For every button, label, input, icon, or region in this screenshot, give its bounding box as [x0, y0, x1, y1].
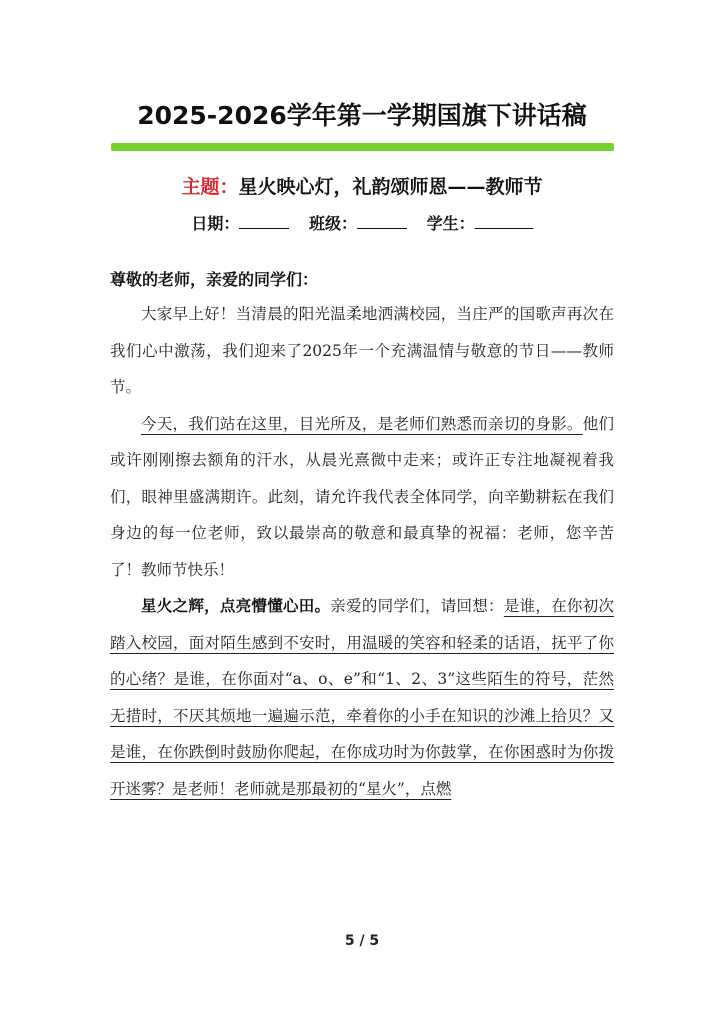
speech-body: [110, 296, 614, 807]
page-number: 5 / 5: [344, 933, 380, 949]
subtitle-text: 星火映心灯，礼韵颂师恩——教师节: [238, 176, 543, 198]
paragraph-2-rest: 他们或许刚刚擦去额角的汗水，从晨光熹微中走来；或许正专注地凝视着我们，眼神里盛满期许。此刻，请允许我代表全体同学，向辛勤耕耘在我们身边的每一位老师，致以最崇高的敬意和最真挚的祝福：老师，您辛苦了！教师节快乐！: [110, 414, 614, 579]
meta-fields: [0, 211, 724, 234]
paragraph-3-plain: 亲爱的同学们，请回想：: [330, 597, 504, 615]
subtitle-label: 主题：: [181, 176, 239, 198]
paragraph-2-underlined: 今天，我们站在这里，目光所及，是老师们熟悉而亲切的身影。: [141, 414, 583, 433]
title-divider: [111, 143, 614, 151]
document-subtitle: [0, 172, 724, 199]
paragraph-3: [110, 588, 614, 807]
date-label: 日期：: [191, 214, 240, 233]
student-label: 学生：: [426, 214, 475, 233]
paragraph-3-underlined: 是谁，在你初次踏入校园，面对陌生感到不安时，用温暖的笑容和轻柔的话语，抚平了你的心绪？是谁，在你面对“a、o、e”和“1、2、3”这些陌生的符号，茫然无措时，不厌其烦地一遍遍示范，牵着你的小手在知识的沙滩上拾贝？又是谁，在你跌倒时鼓励你爬起，在你成功时为你鼓掌，在你困惑时为你拨开迷雾？是老师！老师就是那最初的“星火”，点燃: [110, 597, 614, 798]
paragraph-1: 大家早上好！当清晨的阳光温柔地洒满校园，当庄严的国歌声再次在我们心中激荡，我们迎来了2025年一个充满温情与敬意的节日——教师节。: [110, 305, 614, 396]
class-label: 班级：: [308, 214, 357, 233]
student-blank: [475, 214, 533, 229]
document-title: 2025-2026学年第一学期国旗下讲话稿: [137, 101, 587, 130]
paragraph-3-lead: 星火之辉，点亮懵懂心田。: [141, 597, 331, 615]
date-blank: [239, 214, 289, 229]
greeting: 尊敬的老师，亲爱的同学们：: [110, 270, 319, 289]
class-blank: [357, 214, 407, 229]
paragraph-2: [110, 406, 614, 589]
